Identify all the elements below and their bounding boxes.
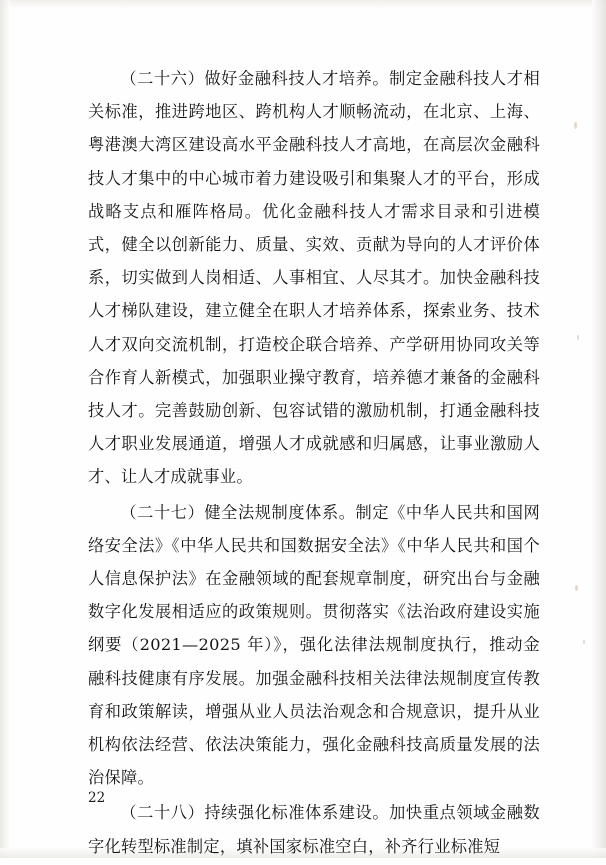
scan-speck — [575, 585, 578, 591]
page-edge-left — [0, 0, 10, 858]
paragraph-28: （二十八）持续强化标准体系建设。加快重点领域金融数字化转型标准制定，填补国家标准空白，补齐行业标准短 — [88, 803, 540, 856]
paragraph-26: （二十六）做好金融科技人才培养。制定金融科技人才相关标准，推进跨地区、跨机构人才顺畅流动，在北京、上海、粤港澳大湾区建设高水平金融科技人才高地，在高层次金融科技人才集中的中心城市着力建设吸引和集聚人才的平台，形成战略支点和雁阵格局。优化金融科技人才需求目录和引进模式，健全以创新能力、质量、实效、贡献为导向的人才评价体系，切实做到人岗相适、人事相宜、人尽其才。加快金融科技人才梯队建设，建立健全在职人才培养体系，探索业务、技术人才双向交流机制，打造校企联合培养、产学研用协同攻关等合作育人新模式，加强职业操守教育，培养德才兼备的金融科技人才。完善鼓励创新、包容试错的激励机制，打通金融科技人才职业发展通道，增强人才成就感和归属感，让事业激励人才、让人才成就事业。 — [88, 69, 540, 487]
document-body — [88, 62, 540, 865]
page-edge-right — [592, 0, 606, 858]
paragraph-27: （二十七）健全法规制度体系。制定《中华人民共和国网络安全法》《中华人民共和国数据安全法》《中华人民共和国个人信息保护法》在金融领域的配套规章制度，研究出台与金融数字化发展相适应的政策规则。贯彻落实《法治政府建设实施纲要（2021—2025 年）》，强化法律法规制度执行，推动金融科技健康有序发展。加强金融科技相关法律法规制度宣传教育和政策解读，增强从业人员法治观念和合规意识，提升从业机构依法经营、依法决策能力，强化金融科技高质量发展的法治保障。 — [88, 502, 540, 788]
scan-speck — [574, 122, 577, 129]
scan-speck — [577, 335, 579, 340]
page-number: 22 — [88, 790, 106, 806]
page-edge-top — [0, 0, 606, 8]
scan-speck — [583, 640, 585, 644]
